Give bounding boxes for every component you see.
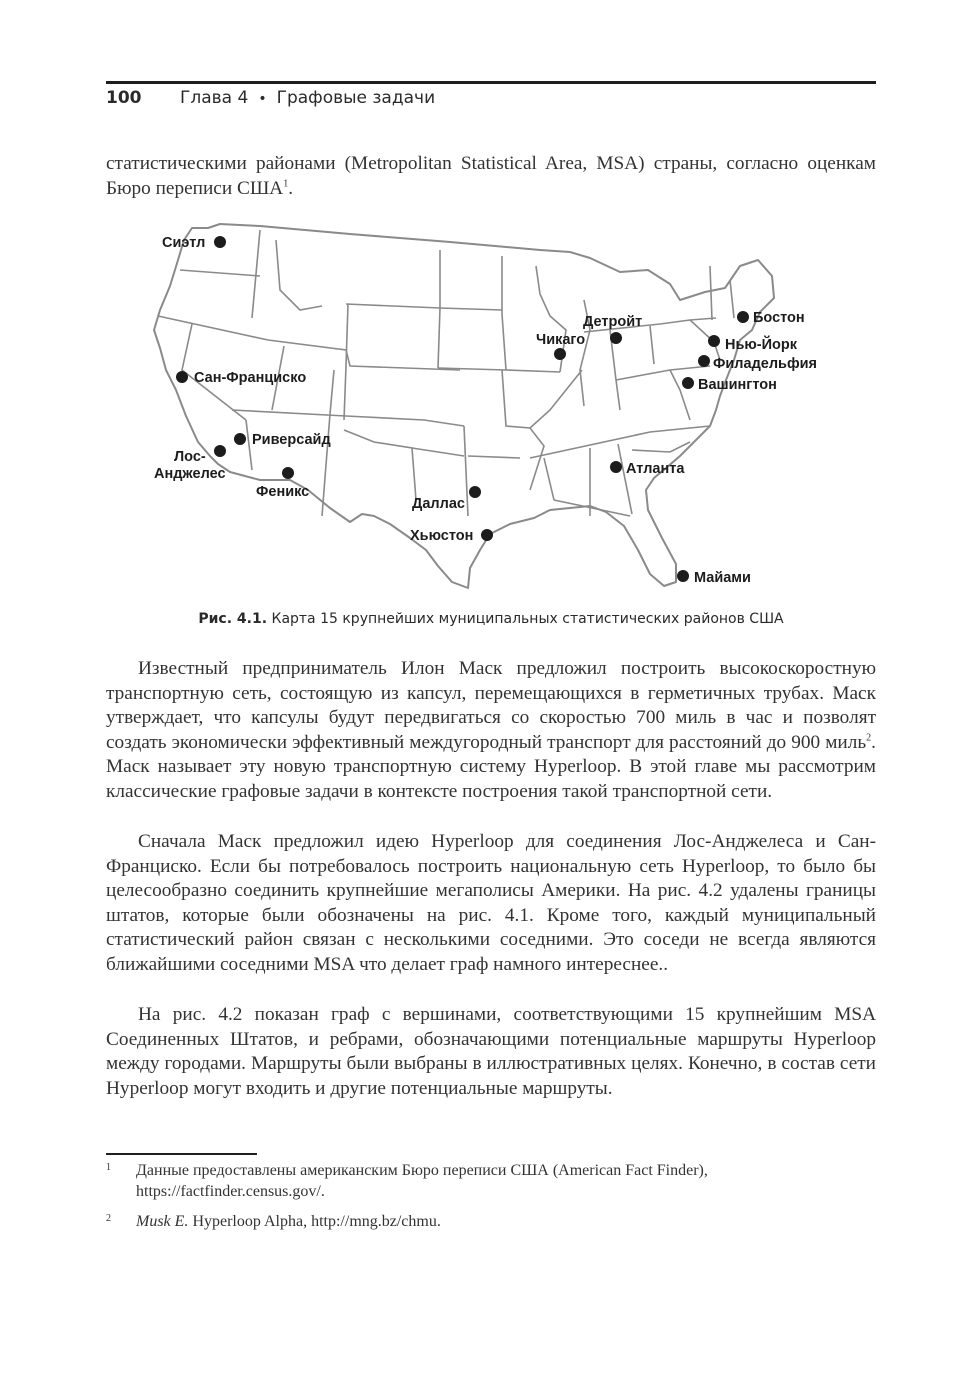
- city-dot-houston[interactable]: [481, 529, 493, 541]
- city-dot-los-angeles[interactable]: [214, 445, 226, 457]
- city-dot-washington[interactable]: [682, 377, 694, 389]
- caption-label: Рис. 4.1.: [198, 611, 268, 627]
- paragraph-3: На рис. 4.2 показан граф с вершинами, соответствующими 15 крупнейшим MSA Соединенных Штатов, и ребрами, обозначающими потенциальные маршруты Hyperloop между городами. Маршруты были выбраны в иллюстративных целях. Конечно, в состав сети Hyperloop могут входить и другие потенциальные маршруты.: [106, 1004, 876, 1099]
- header-separator: •: [258, 91, 267, 107]
- city-dot-miami[interactable]: [677, 570, 689, 582]
- city-label-detroit: Детройт: [583, 314, 643, 330]
- header-rule: [106, 81, 876, 84]
- city-label-new-york: Нью-Йорк: [725, 337, 797, 353]
- chapter-number: Глава 4: [180, 88, 249, 108]
- footnote-author: Musk E.: [136, 1213, 189, 1230]
- city-label-houston: Хьюстон: [410, 528, 474, 544]
- city-label-los-angeles-1: Лос-: [174, 449, 206, 465]
- footnote-text: Данные предоставлены американским Бюро переписи США (American Fact Finder), https://factfinder.census.gov/.: [136, 1162, 708, 1200]
- footnote-text: Musk E. Hyperloop Alpha, http://mng.bz/chmu.: [136, 1213, 441, 1230]
- footnote-number: 1: [106, 1162, 111, 1173]
- city-dot-detroit[interactable]: [610, 332, 622, 344]
- city-label-boston: Бостон: [753, 310, 805, 326]
- city-label-san-francisco: Сан-Франциско: [194, 370, 307, 386]
- city-label-riverside: Риверсайд: [252, 432, 331, 448]
- city-dot-san-francisco[interactable]: [176, 371, 188, 383]
- city-dot-boston[interactable]: [737, 311, 749, 323]
- footnote-number: 2: [106, 1213, 111, 1224]
- page-number: 100: [106, 88, 142, 108]
- city-dot-riverside[interactable]: [234, 433, 246, 445]
- running-header: [106, 88, 435, 108]
- footnote-2: [106, 1211, 876, 1232]
- city-dot-phoenix[interactable]: [282, 467, 294, 479]
- city-label-phoenix: Феникс: [256, 484, 310, 500]
- footnote-ref[interactable]: 2: [866, 732, 872, 744]
- city-label-atlanta: Атланта: [626, 461, 685, 477]
- city-label-chicago: Чикаго: [536, 332, 586, 348]
- footnote-ref[interactable]: 1: [283, 178, 289, 190]
- city-dot-atlanta[interactable]: [610, 461, 622, 473]
- city-label-philadelphia: Филадельфия: [713, 356, 818, 372]
- city-dot-seattle[interactable]: [214, 236, 226, 248]
- city-label-miami: Майами: [694, 570, 751, 586]
- city-dot-new-york[interactable]: [708, 335, 720, 347]
- map-svg: [150, 220, 840, 595]
- figure-caption: [106, 611, 876, 627]
- footnote-1: [106, 1160, 876, 1202]
- chapter-title: Графовые задачи: [276, 88, 436, 108]
- city-label-dallas: Даллас: [412, 496, 465, 512]
- city-label-seattle: Сиэтл: [162, 235, 206, 251]
- paragraph-2: Сначала Маск предложил идею Hyperloop для соединения Лос-Анджелеса и Сан-Франциско. Если бы потребовалось построить национальную сеть Hyperloop, то было бы целесообразно соединить крупнейшие мегаполисы Америки. На рис. 4.2 удалены границы штатов, которые были обозначены на рис. 4.1. Кроме того, каждый муниципальный статистический район связан с несколькими соседними. Это соседи не всегда являются ближайшими соседними MSA что делает граф намного интереснее..: [106, 831, 876, 975]
- city-dot-dallas[interactable]: [469, 486, 481, 498]
- city-label-washington: Вашингтон: [698, 377, 777, 393]
- us-msa-map: [150, 220, 840, 595]
- city-dot-chicago[interactable]: [554, 348, 566, 360]
- city-label-los-angeles-2: Анджелес: [154, 466, 226, 482]
- intro-paragraph: статистическими районами (Metropolitan Statistical Area, MSA) страны, согласно оценкам Бюро переписи США$^1$.: [106, 153, 876, 199]
- city-dot-philadelphia[interactable]: [698, 355, 710, 367]
- caption-text: Карта 15 крупнейших муниципальных статистических районов США: [271, 611, 784, 627]
- paragraph-1: Известный предприниматель Илон Маск предложил построить высокоскоростную транспортную сеть, состоящую из капсул, перемещающихся в герметичных трубах. Маск утверждает, что капсулы будут передвигаться со скоростью 700 миль в час и позволят создать экономически эффективный междугородный транспорт для расстояний до 900 миль$^2$. Маск называет эту новую транспортную систему Hyperloop. В этой главе мы рассмотрим классические графовые задачи в контексте построения такой транспортной сети.: [106, 658, 876, 802]
- footnote-rule: [106, 1153, 257, 1155]
